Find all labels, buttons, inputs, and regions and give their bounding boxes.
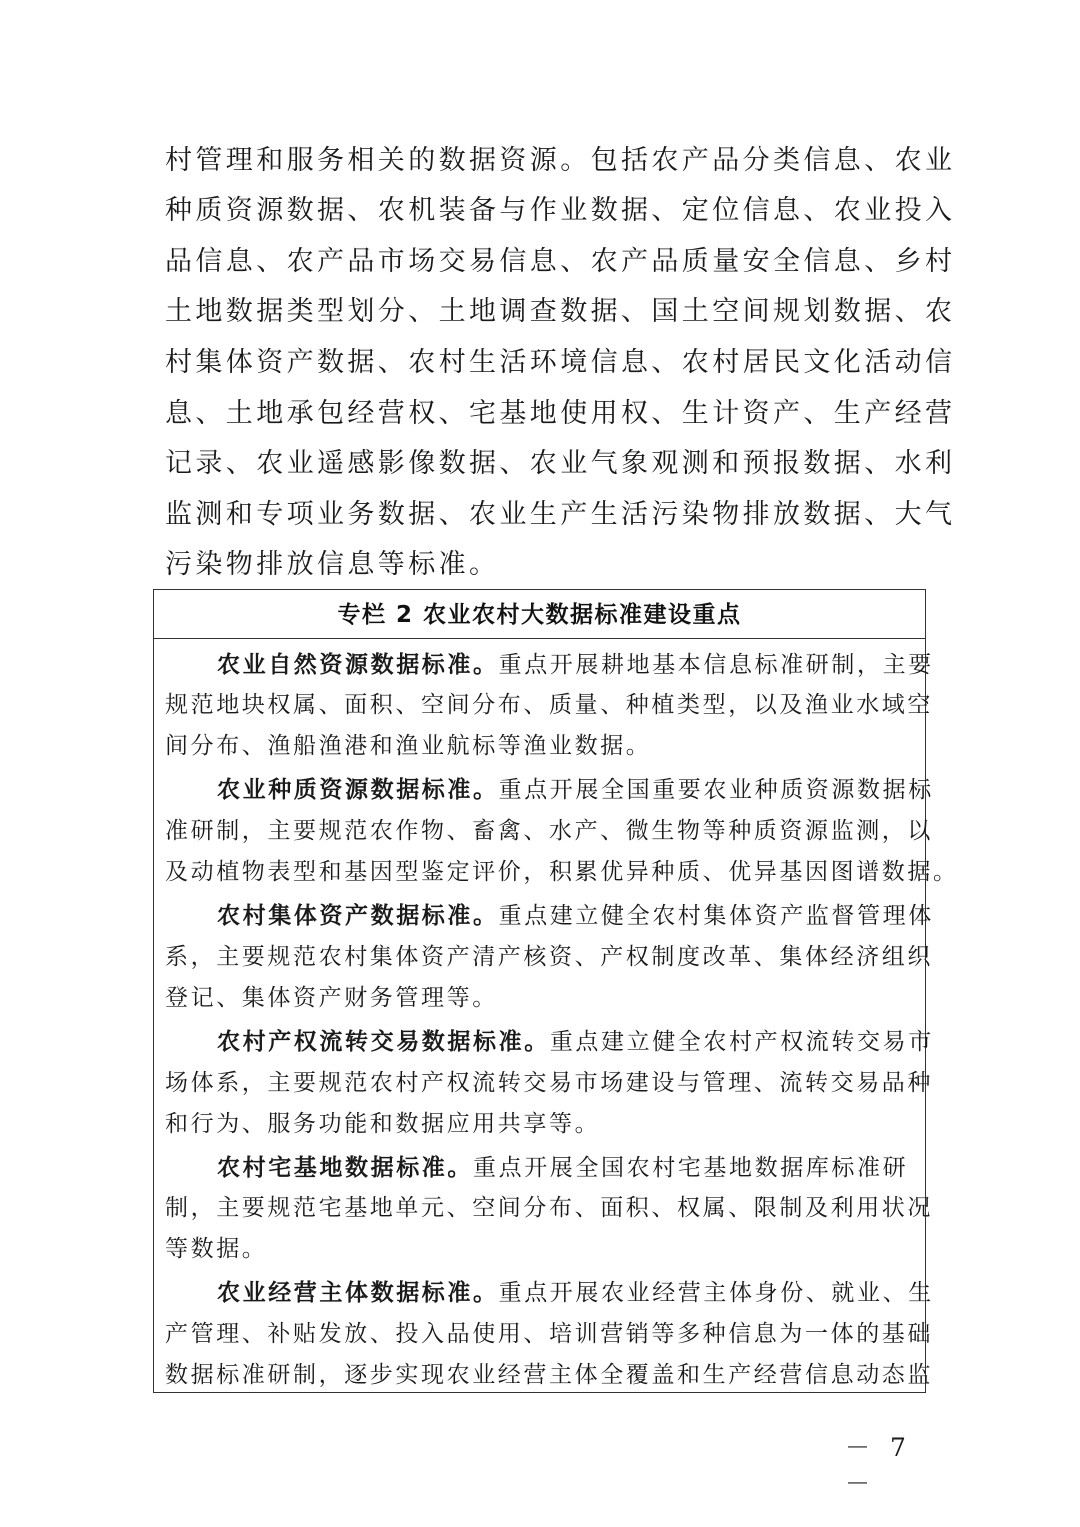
section-first-line xyxy=(165,650,934,680)
section-line: 准研制，主要规范农作物、畜禽、水产、微生物等种质资源监测，以 xyxy=(165,818,933,844)
section-line: 间分布、渔船渔港和渔业航标等渔业数据。 xyxy=(165,733,652,759)
section-line: 系，主要规范农村集体资产清产核资、产权制度改革、集体经济组织 xyxy=(165,944,933,970)
page-number: － 7 － xyxy=(845,1433,912,1498)
section-text: 重点开展农业经营主体身份、就业、生 xyxy=(498,1280,934,1306)
section-heading: 农村宅基地数据标准。 xyxy=(217,1155,473,1181)
body-line: 息、土地承包经营权、宅基地使用权、生计资产、生产经营 xyxy=(165,398,956,429)
body-line: 记录、农业遥感影像数据、农业气象观测和预报数据、水利 xyxy=(165,448,956,479)
section-text: 重点建立健全农村集体资产监督管理体 xyxy=(498,903,934,929)
section-line: 制，主要规范宅基地单元、空间分布、面积、权属、限制及利用状况 xyxy=(165,1195,933,1221)
body-line: 村管理和服务相关的数据资源。包括农产品分类信息、农业 xyxy=(165,145,956,176)
section-line: 产管理、补贴发放、投入品使用、培训营销等多种信息为一体的基础 xyxy=(165,1321,933,1347)
section-first-line xyxy=(165,1278,934,1308)
section-line: 场体系，主要规范农村产权流转交易市场建设与管理、流转交易品种 xyxy=(165,1070,933,1096)
column-box-title: 专栏 2 农业农村大数据标准建设重点 xyxy=(154,590,925,639)
section-heading: 农业自然资源数据标准。 xyxy=(217,652,499,678)
section-text: 重点建立健全农村产权流转交易市 xyxy=(549,1029,934,1055)
section-first-line xyxy=(165,1153,917,1183)
body-line: 村集体资产数据、农村生活环境信息、农村居民文化活动信 xyxy=(165,347,956,378)
section-text: 重点开展全国重要农业种质资源数据标 xyxy=(498,777,934,803)
section-first-line xyxy=(165,775,934,805)
section-first-line xyxy=(165,1027,934,1057)
section-heading: 农业种质资源数据标准。 xyxy=(217,777,499,803)
section-heading: 农业经营主体数据标准。 xyxy=(217,1280,499,1306)
section-line: 和行为、服务功能和数据应用共享等。 xyxy=(165,1111,601,1137)
body-line: 污染物排放信息等标准。 xyxy=(165,549,500,580)
section-line: 等数据。 xyxy=(165,1236,268,1262)
section-heading: 农村集体资产数据标准。 xyxy=(217,903,499,929)
section-text: 重点开展全国农村宅基地数据库标准研 xyxy=(473,1155,909,1181)
body-line: 监测和专项业务数据、农业生产生活污染物排放数据、大气 xyxy=(165,499,956,530)
section-line: 规范地块权属、面积、空间分布、质量、种植类型，以及渔业水域空 xyxy=(165,692,933,718)
body-line: 品信息、农产品市场交易信息、农产品质量安全信息、乡村 xyxy=(165,246,956,277)
section-line: 登记、集体资产财务管理等。 xyxy=(165,985,498,1011)
body-line: 土地数据类型划分、土地调查数据、国土空间规划数据、农 xyxy=(165,296,956,327)
section-text: 重点开展耕地基本信息标准研制，主要 xyxy=(498,652,934,678)
body-line: 种质资源数据、农机装备与作业数据、定位信息、农业投入 xyxy=(165,195,956,226)
section-first-line xyxy=(165,901,934,931)
section-line: 及动植物表型和基因型鉴定评价，积累优异种质、优异基因图谱数据。 xyxy=(165,859,959,885)
section-heading: 农村产权流转交易数据标准。 xyxy=(217,1029,550,1055)
section-line: 数据标准研制，逐步实现农业经营主体全覆盖和生产经营信息动态监 xyxy=(165,1362,933,1388)
